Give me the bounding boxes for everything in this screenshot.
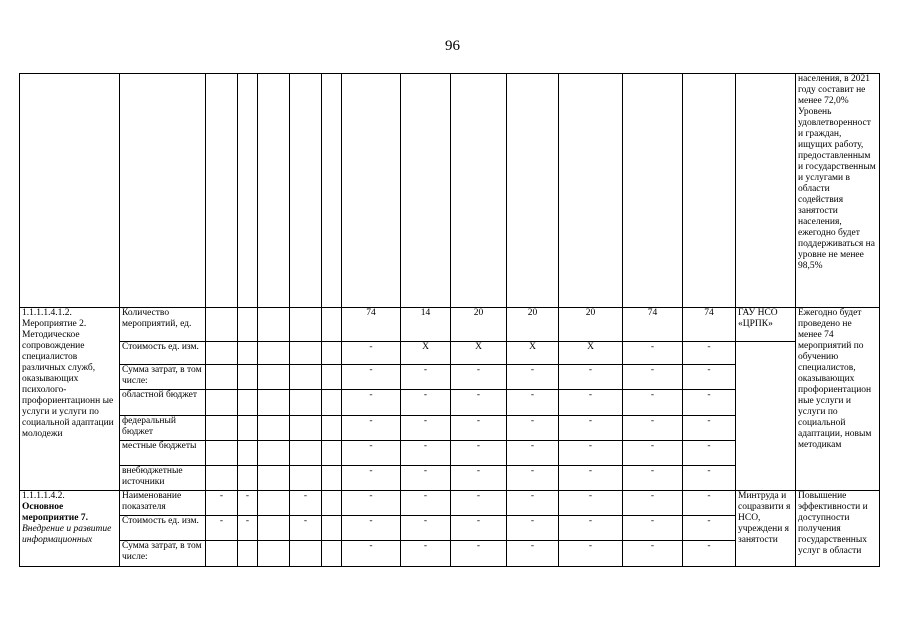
event-title-italic: Внедрение и развитие информационных	[22, 524, 112, 545]
program-table	[19, 73, 880, 567]
value-cell: -	[401, 365, 451, 390]
value-cell: -	[451, 516, 507, 541]
value-cell: -	[401, 466, 451, 491]
value-cell: -	[342, 491, 401, 516]
value-cell: -	[623, 541, 683, 567]
value-cell	[290, 541, 322, 567]
value-cell: 74	[342, 308, 401, 342]
value-cell: -	[559, 466, 623, 491]
value-cell: -	[559, 365, 623, 390]
value-cell: -	[451, 441, 507, 466]
value-cell: 20	[559, 308, 623, 342]
continuation-row	[20, 74, 880, 308]
value-cell: -	[342, 541, 401, 567]
value-cell: X	[507, 342, 559, 365]
table-row	[20, 491, 880, 516]
value-cell	[238, 541, 258, 567]
value-cell: -	[401, 516, 451, 541]
value-cell: -	[342, 416, 401, 441]
table-row	[20, 342, 880, 365]
value-cell: -	[507, 491, 559, 516]
value-cell: -	[559, 390, 623, 416]
value-cell: -	[559, 491, 623, 516]
value-cell: -	[238, 516, 258, 541]
row-label: Наименование показателя	[120, 491, 206, 516]
value-cell: 74	[623, 308, 683, 342]
value-cell: -	[683, 390, 736, 416]
value-cell: -	[559, 441, 623, 466]
value-cell: -	[683, 441, 736, 466]
value-cell	[258, 541, 290, 567]
value-cell: -	[623, 516, 683, 541]
row-label: областной бюджет	[120, 390, 206, 416]
value-cell: -	[451, 416, 507, 441]
result-cell: Ежегодно будет проведено не менее 74 мероприятий по обучению специалистов, оказывающих профориентацион ные услуги и услуги по социальной адаптации, новым методикам	[796, 308, 880, 491]
event-title-cell	[20, 308, 120, 491]
value-cell: -	[401, 416, 451, 441]
value-cell: -	[451, 541, 507, 567]
value-cell: -	[401, 390, 451, 416]
value-cell: -	[507, 466, 559, 491]
value-cell: -	[507, 441, 559, 466]
value-cell: -	[507, 390, 559, 416]
value-cell: -	[507, 416, 559, 441]
event-code: 1.1.1.1.4.1.2.	[22, 308, 72, 318]
page-number: 96	[445, 38, 460, 54]
value-cell: -	[683, 416, 736, 441]
row-label: Стоимость ед. изм.	[120, 516, 206, 541]
row-label: местные бюджеты	[120, 441, 206, 466]
value-cell: -	[451, 365, 507, 390]
value-cell: 20	[451, 308, 507, 342]
value-cell: 20	[507, 308, 559, 342]
value-cell: -	[451, 491, 507, 516]
value-cell: -	[342, 516, 401, 541]
value-cell: -	[290, 491, 322, 516]
value-cell	[258, 516, 290, 541]
event-code: 1.1.1.1.4.2.	[22, 491, 65, 501]
event-title-bold: Основное мероприятие 7.	[22, 502, 88, 523]
value-cell: X	[559, 342, 623, 365]
value-cell: -	[559, 516, 623, 541]
value-cell: -	[623, 342, 683, 365]
value-cell: -	[507, 541, 559, 567]
value-cell: -	[559, 541, 623, 567]
value-cell: -	[623, 441, 683, 466]
executor-cell: ГАУ НСО «ЦРПК»	[736, 308, 796, 342]
value-cell: -	[683, 342, 736, 365]
value-cell: -	[342, 390, 401, 416]
value-cell: -	[683, 516, 736, 541]
value-cell: -	[559, 416, 623, 441]
value-cell: -	[623, 365, 683, 390]
value-cell: -	[342, 441, 401, 466]
row-label: федеральный бюджет	[120, 416, 206, 441]
value-cell: -	[623, 491, 683, 516]
value-cell: 14	[401, 308, 451, 342]
value-cell: X	[451, 342, 507, 365]
value-cell: -	[401, 491, 451, 516]
value-cell: -	[206, 516, 238, 541]
table-row	[20, 308, 880, 342]
value-cell: -	[683, 365, 736, 390]
value-cell: -	[623, 466, 683, 491]
event-title-cell	[20, 491, 120, 567]
value-cell	[258, 491, 290, 516]
value-cell: -	[342, 342, 401, 365]
result-cell: Повышение эффективности и доступности получения государственных услуг в области	[796, 491, 880, 567]
value-cell: -	[401, 441, 451, 466]
value-cell: -	[451, 466, 507, 491]
row-label: Сумма затрат, в том числе:	[120, 541, 206, 567]
value-cell: 74	[683, 308, 736, 342]
value-cell: -	[683, 491, 736, 516]
event-title: Мероприятие 2. Методическое сопровождение специалистов различных служб, оказывающих психолого-профориентационн ые услуги и услуги по социальной адаптации молодежи	[22, 319, 114, 439]
value-cell: -	[342, 466, 401, 491]
value-cell: -	[451, 390, 507, 416]
row-label: внебюджетные источники	[120, 466, 206, 491]
value-cell: -	[683, 466, 736, 491]
executor-cell: Минтруда и соцразвити я НСО, учреждени я занятости	[736, 491, 796, 567]
value-cell: X	[401, 342, 451, 365]
value-cell: -	[623, 390, 683, 416]
value-cell: -	[238, 491, 258, 516]
value-cell: -	[683, 541, 736, 567]
value-cell	[206, 541, 238, 567]
value-cell: -	[206, 491, 238, 516]
result-cell: населения, в 2021 году составит не менее 72,0% Уровень удовлетворенност и граждан, ищущих работу, предоставленным и государственным и услугами в области содействия занятости населения, ежегодно будет поддерживаться на уровне не менее 98,5%	[796, 74, 880, 308]
value-cell: -	[290, 516, 322, 541]
value-cell: -	[342, 365, 401, 390]
value-cell: -	[401, 541, 451, 567]
row-label: Стоимость ед. изм.	[120, 342, 206, 365]
row-label: Сумма затрат, в том числе:	[120, 365, 206, 390]
value-cell: -	[623, 416, 683, 441]
value-cell: -	[507, 516, 559, 541]
value-cell: -	[507, 365, 559, 390]
row-label: Количество мероприятий, ед.	[120, 308, 206, 342]
